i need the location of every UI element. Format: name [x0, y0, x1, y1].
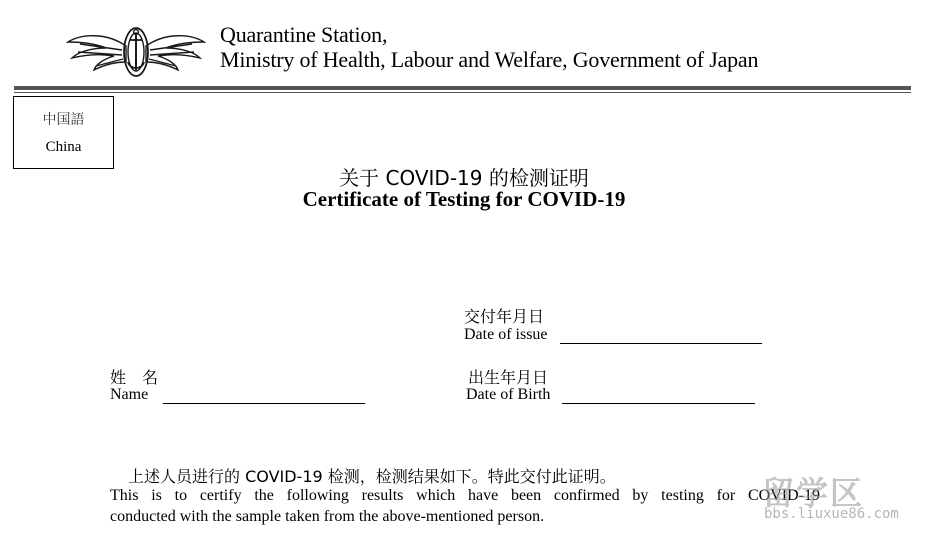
dob-label-zh: 出生年月日 [468, 368, 549, 387]
name-label-en: Name [110, 386, 149, 403]
watermark-glyphs: 留学区 [762, 474, 865, 512]
issue-date-label-zh: 交付年月日 [464, 307, 545, 326]
issue-date-label-en: Date of issue [464, 326, 548, 343]
name-label-zh: 姓 名 [110, 368, 159, 387]
statement-en-line1: This is to certify the following results which have been confirmed by testing for COVID-19 [110, 487, 820, 504]
statement-en-line2: conducted with the sample taken from the above-mentioned person. [110, 508, 545, 525]
header-rule-thick [14, 86, 911, 90]
language-box [13, 96, 114, 169]
org-name-line2: Ministry of Health, Labour and Welfare, Government of Japan [220, 47, 759, 72]
anchor-wings-emblem-icon [66, 22, 206, 82]
certificate-title-zh: 关于 COVID-19 的检测证明 [339, 166, 589, 190]
dob-blank [562, 403, 755, 404]
name-blank [163, 403, 365, 404]
language-label-en: China [45, 139, 82, 155]
issue-date-blank [560, 343, 762, 344]
watermark [758, 468, 918, 528]
watermark-url: bbs.liuxue86.com [764, 506, 899, 522]
header-rule-thin [14, 92, 911, 93]
statement-zh: 上述人员进行的 COVID-19 检测，检测结果如下。特此交付此证明。 [128, 467, 616, 486]
dob-label-en: Date of Birth [466, 386, 551, 403]
org-name-line1: Quarantine Station, [220, 22, 388, 47]
language-label-zh: 中国語 [42, 112, 85, 128]
organization-name [220, 22, 758, 72]
certificate-title-en: Certificate of Testing for COVID-19 [302, 187, 626, 211]
